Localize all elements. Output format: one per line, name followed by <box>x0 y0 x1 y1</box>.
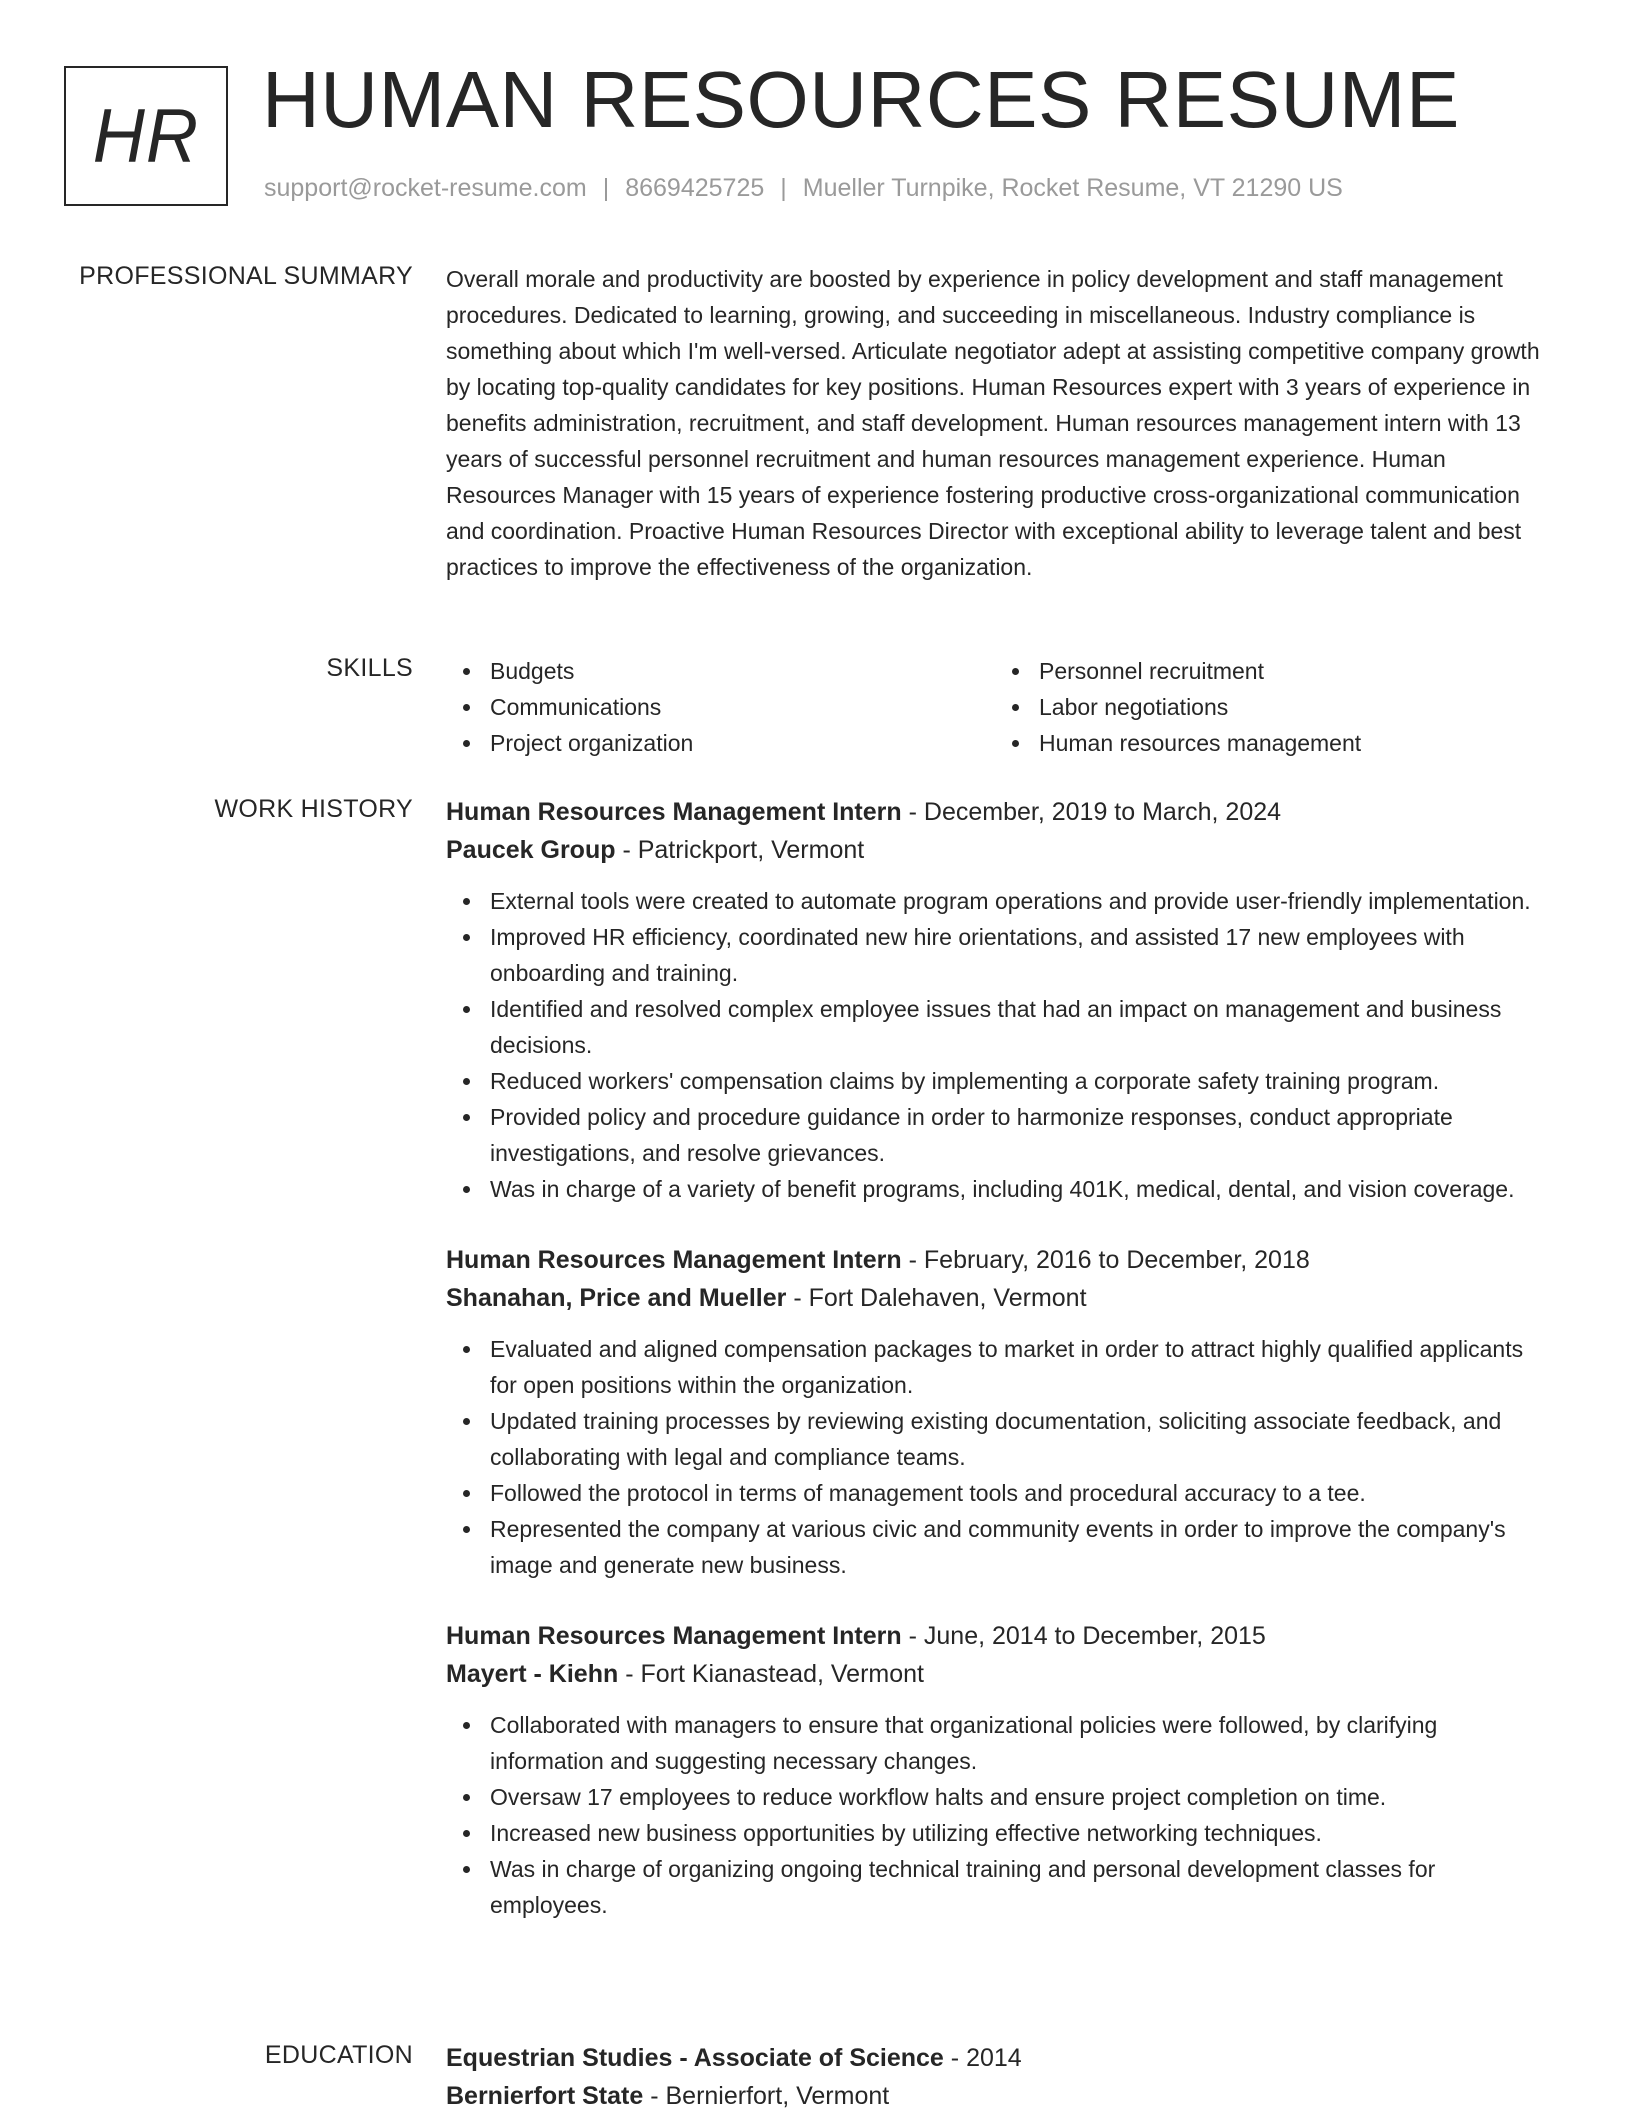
school-name: Bernierfort State <box>446 2082 644 2110</box>
job-company-line <box>446 1655 1546 1693</box>
job-bullet: Collaborated with managers to ensure that organizational policies were followed, by clarifying information and suggesting necessary changes. <box>490 1707 1546 1779</box>
skill-item: Labor negotiations <box>1039 689 1544 725</box>
job-bullet: Provided policy and procedure guidance in order to harmonize responses, conduct appropriate investigations, and resolve grievances. <box>490 1099 1546 1171</box>
job-bullet: Increased new business opportunities by utilizing effective networking techniques. <box>490 1815 1546 1851</box>
summary-text: Overall morale and productivity are boosted by experience in policy development and staff management procedures. Dedicated to learning, growing, and succeeding in miscellaneous. Industry compliance is something about which I'm well-versed. Articulate negotiator adept at assisting competitive company growth by locating top-quality candidates for key positions. Human Resources expert with 3 years of experience in benefits administration, recruitment, and staff development. Human resources management intern with 13 years of successful personnel recruitment and human resources management experience. Human Resources Manager with 15 years of experience fostering productive cross-organizational communication and coordination. Proactive Human Resources Director with exceptional ability to leverage talent and best practices to improve the effectiveness of the organization. <box>446 266 1540 580</box>
job-bullet: Oversaw 17 employees to reduce workflow halts and ensure project completion on time. <box>490 1779 1546 1815</box>
job-bullets <box>446 883 1546 1207</box>
education-heading: EDUCATION <box>264 2041 413 2069</box>
contact-separator: | <box>602 174 610 202</box>
job-location: - Fort Dalehaven, Vermont <box>793 1284 1087 1312</box>
job-entry <box>446 793 1546 1207</box>
skills-list-left <box>446 653 995 761</box>
job-bullet: Was in charge of a variety of benefit programs, including 401K, medical, dental, and vision coverage. <box>490 1171 1546 1207</box>
job-company: Paucek Group <box>446 836 616 864</box>
job-dates: - February, 2016 to December, 2018 <box>908 1246 1310 1274</box>
job-title-line <box>446 1241 1546 1279</box>
monogram-text: HR <box>92 93 200 179</box>
job-company-line <box>446 831 1546 869</box>
work-history-body <box>446 793 1546 1957</box>
job-bullet: Followed the protocol in terms of management tools and procedural accuracy to a tee. <box>490 1475 1546 1511</box>
job-location: - Fort Kianastead, Vermont <box>625 1660 924 1688</box>
school-location: - Bernierfort, Vermont <box>650 2082 890 2110</box>
contact-line <box>264 174 1343 203</box>
job-bullet: Evaluated and aligned compensation packages to market in order to attract highly qualified applicants for open positions within the organization. <box>490 1331 1546 1403</box>
degree-title: Equestrian Studies - Associate of Science <box>446 2044 944 2072</box>
job-title: Human Resources Management Intern <box>446 798 902 826</box>
job-dates: - June, 2014 to December, 2015 <box>908 1622 1266 1650</box>
skills-list-right <box>995 653 1544 761</box>
education-body <box>446 2039 1546 2115</box>
job-bullet: Reduced workers' compensation claims by implementing a corporate safety training program. <box>490 1063 1546 1099</box>
job-bullets <box>446 1707 1546 1923</box>
job-location: - Patrickport, Vermont <box>622 836 865 864</box>
skill-item: Budgets <box>490 653 995 689</box>
degree-line <box>446 2039 1546 2077</box>
job-company: Shanahan, Price and Mueller <box>446 1284 787 1312</box>
job-bullets <box>446 1331 1546 1583</box>
skill-item: Project organization <box>490 725 995 761</box>
job-bullet: Identified and resolved complex employee issues that had an impact on management and business decisions. <box>490 991 1546 1063</box>
job-bullet: External tools were created to automate program operations and provide user-friendly implementation. <box>490 883 1546 919</box>
job-company: Mayert - Kiehn <box>446 1660 619 1688</box>
contact-phone[interactable]: 8669425725 <box>625 174 765 202</box>
skill-item: Communications <box>490 689 995 725</box>
degree-year: - 2014 <box>950 2044 1022 2072</box>
skill-item: Personnel recruitment <box>1039 653 1544 689</box>
contact-email[interactable]: support@rocket-resume.com <box>264 174 587 202</box>
summary-heading: PROFESSIONAL SUMMARY <box>79 262 413 290</box>
work-history-heading: WORK HISTORY <box>214 795 413 823</box>
job-bullet: Improved HR efficiency, coordinated new hire orientations, and assisted 17 new employees with onboarding and training. <box>490 919 1546 991</box>
monogram-box <box>64 66 228 206</box>
school-line <box>446 2077 1546 2115</box>
job-dates: - December, 2019 to March, 2024 <box>908 798 1282 826</box>
job-bullet: Updated training processes by reviewing existing documentation, soliciting associate feedback, and collaborating with legal and compliance teams. <box>490 1403 1546 1475</box>
job-title: Human Resources Management Intern <box>446 1246 902 1274</box>
summary-body <box>446 261 1546 585</box>
contact-address: Mueller Turnpike, Rocket Resume, VT 21290 US <box>802 174 1343 202</box>
skill-item: Human resources management <box>1039 725 1544 761</box>
resume-title: HUMAN RESOURCES RESUME <box>262 55 1460 144</box>
job-title: Human Resources Management Intern <box>446 1622 902 1650</box>
job-entry <box>446 1617 1546 1923</box>
job-company-line <box>446 1279 1546 1317</box>
job-title-line <box>446 793 1546 831</box>
job-bullet: Represented the company at various civic and community events in order to improve the company's image and generate new business. <box>490 1511 1546 1583</box>
job-entry <box>446 1241 1546 1583</box>
job-title-line <box>446 1617 1546 1655</box>
skills-body <box>446 653 1546 761</box>
skills-heading: SKILLS <box>326 654 413 682</box>
contact-separator: | <box>780 174 787 202</box>
job-bullet: Was in charge of organizing ongoing technical training and personal development classes for employees. <box>490 1851 1546 1923</box>
